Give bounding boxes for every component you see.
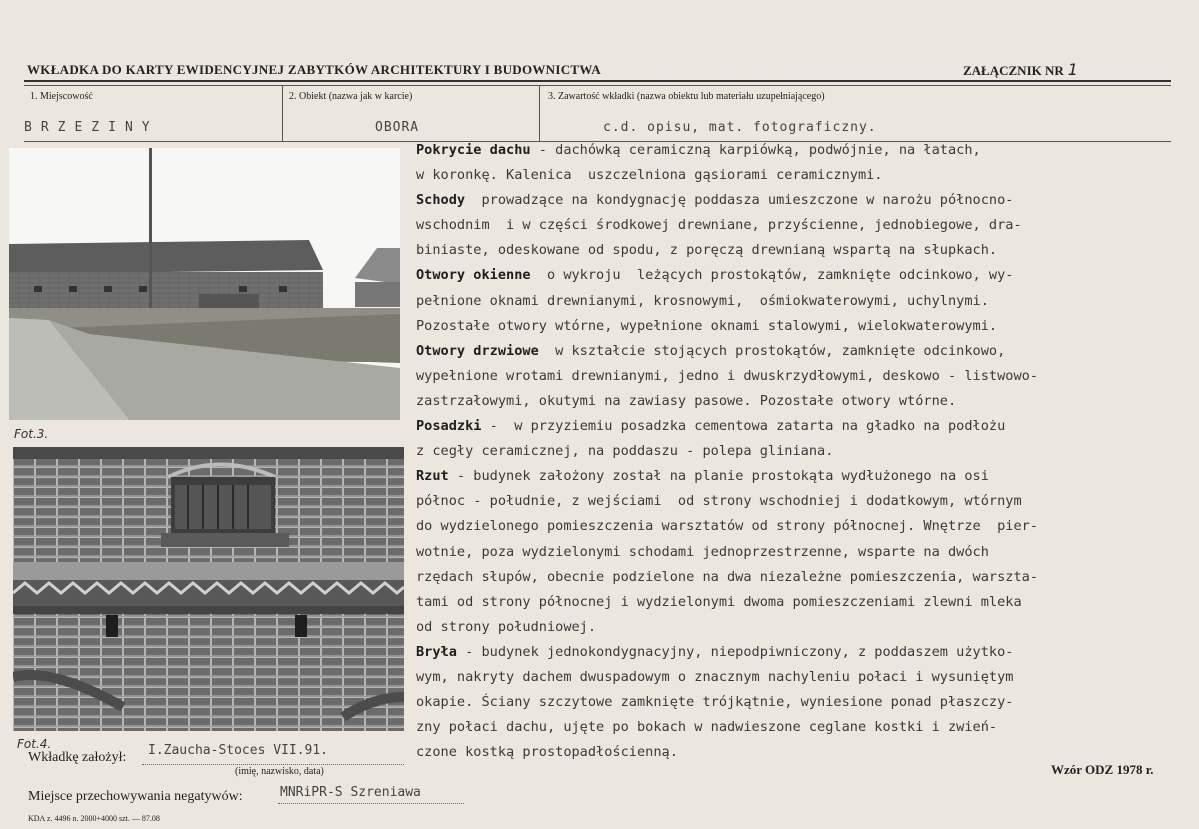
- description-body: - budynek założony został na planie prostokąta wydłużonego na osi: [448, 468, 989, 485]
- description-body: - budynek jednokondygnacyjny, niepodpiwniczony, z poddaszem użytko-: [456, 643, 1014, 660]
- description-body: w kształcie stojących prostokątów, zamknięte odcinkowo,: [538, 342, 1006, 359]
- field-divider-2: [539, 86, 540, 142]
- description-heading: Pokrycie dachu: [416, 142, 531, 158]
- description-line: [416, 389, 1176, 414]
- field-3-value: c.d. opisu, mat. fotograficzny.: [603, 120, 877, 135]
- description-line: [416, 188, 1176, 213]
- description-body: z cegły ceramicznej, na poddaszu - polepa gliniana.: [416, 443, 834, 460]
- description-body: biniaste, odeskowane od spodu, z poręczą drewnianą wspartą na słupkach.: [416, 242, 998, 259]
- photo-1-label: Fot.3.: [14, 427, 49, 441]
- description-body: tami od strony północnej i wydzielonymi dwoma pomieszczeniami zlewni mleka: [416, 593, 1022, 610]
- field-divider-1: [282, 86, 283, 142]
- header-rule: [24, 80, 1171, 82]
- author-line: [142, 764, 404, 765]
- description-line: [416, 464, 1176, 489]
- photo-barn-exterior-image: [9, 148, 400, 420]
- description-body: prowadzące na kondygnację poddasza umieszczone w narożu północno-: [465, 192, 1014, 209]
- description-line: [416, 565, 1176, 590]
- description-body: wschodnim i w części środkowej drewniane, przyścienne, jednobiegowe, dra-: [416, 217, 1022, 234]
- form-title: WKŁADKA DO KARTY EWIDENCYJNEJ ZABYTKÓW ARCHITEKTURY I BUDOWNICTWA: [27, 62, 601, 77]
- description-body: rzędach słupów, obecnie podzielone na dwa niezależne pomieszczenia, warszta-: [416, 568, 1038, 585]
- description-body: wym, nakryty dachem dwuspadowym o znacznym nachyleniu połaci i wysuniętym: [416, 668, 1014, 685]
- description-body: wotnie, poza wydzielonymi schodami jednoprzestrzenne, wsparte na dwóch: [416, 543, 989, 560]
- print-info: KDA z. 4496 n. 2000+4000 szt. — 87.08: [28, 814, 160, 823]
- annex-label: [963, 60, 1078, 79]
- description-line: [416, 615, 1176, 640]
- field-1-value: BRZEZINY: [24, 120, 159, 135]
- photo-barn-exterior: [9, 148, 400, 420]
- template-version: Wzór ODZ 1978 r.: [1051, 762, 1154, 777]
- description-line: [416, 640, 1176, 665]
- photo-brick-wall-detail-image: [13, 447, 404, 731]
- description-body: - w przyziemiu posadzka cementowa zatarta na gładko na podłożu: [481, 418, 1006, 435]
- description-line: [416, 665, 1176, 690]
- description-line: [416, 314, 1176, 339]
- description-line: [416, 238, 1176, 263]
- description-heading: Rzut: [416, 468, 449, 485]
- annex-number: 1: [1067, 60, 1078, 79]
- description-body: okapie. Ściany szczytowe zamknięte trójkątnie, wyniesione ponad płaszczy-: [416, 694, 1014, 711]
- storage-line: [278, 803, 464, 804]
- header-rule-thin: [24, 85, 1171, 86]
- description-line: [416, 590, 1176, 615]
- description-heading: Bryła: [416, 643, 457, 660]
- description-body: Pozostałe otwory wtórne, wypełnione oknami stalowymi, wielokwaterowymi.: [416, 317, 998, 334]
- photo-brick-wall-detail: [13, 447, 404, 731]
- description-line: [416, 540, 1176, 565]
- description-body: północ - południe, z wejściami od strony wschodniej i dodatkowym, wtórnym: [416, 493, 1022, 510]
- description-heading: Schody: [416, 192, 466, 209]
- field-3-label: 3. Zawartość wkładki (nazwa obiektu lub materiału uzupełniającego): [548, 91, 825, 102]
- description-line: [416, 339, 1176, 364]
- description-line: [416, 289, 1176, 314]
- description-line: [416, 514, 1176, 539]
- description-heading: Otwory drzwiowe: [416, 342, 539, 359]
- author-value: I.Zaucha-Stoces VII.91.: [148, 743, 329, 758]
- description-body: pełnione oknami drewnianymi, krosnowymi, ośmiokwaterowymi, uchylnymi.: [416, 292, 989, 309]
- description-body: wypełnione wrotami drewnianymi, jedno i dwuskrzydłowymi, deskowo - listwowo-: [416, 367, 1038, 384]
- author-hint: (imię, nazwisko, data): [235, 766, 324, 777]
- author-label: Wkładkę założył:: [28, 750, 127, 765]
- description-body: zny połaci dachu, ujęte po bokach w nadwieszone ceglane kostki i zwień-: [416, 719, 998, 736]
- description-line: [416, 489, 1176, 514]
- description-body: czone kostką prostopadłościenną.: [416, 744, 678, 761]
- description-heading: Posadzki: [416, 418, 482, 435]
- annex-label-text: ZAŁĄCZNIK NR: [963, 63, 1064, 78]
- description-body: zastrzałowymi, okutymi na zawiasy pasowe. Pozostałe otwory wtórne.: [416, 392, 957, 409]
- description-line: [416, 138, 1176, 163]
- description-body: do wydzielonego pomieszczenia warsztatów od strony północnej. Wnętrze pier-: [416, 518, 1038, 535]
- description-line: [416, 163, 1176, 188]
- description-line: [416, 690, 1176, 715]
- description-body: - dachówką ceramiczną karpiówką, podwójnie, na łatach,: [530, 142, 981, 158]
- photo-2-label: Fot.4.: [17, 737, 52, 751]
- description-line: [416, 213, 1176, 238]
- description-line: [416, 263, 1176, 288]
- description-text: [416, 138, 1176, 765]
- field-2-value: OBORA: [375, 120, 420, 135]
- description-line: [416, 414, 1176, 439]
- description-body: o wykroju leżących prostokątów, zamknięte odcinkowo, wy-: [530, 267, 1014, 284]
- storage-value: MNRiPR-S Szreniawa: [280, 785, 421, 800]
- description-line: [416, 364, 1176, 389]
- description-body: od strony południowej.: [416, 618, 597, 635]
- field-2-label: 2. Obiekt (nazwa jak w karcie): [289, 91, 413, 102]
- description-body: w koronkę. Kalenica uszczelniona gąsiorami ceramicznymi.: [416, 167, 883, 184]
- description-line: [416, 439, 1176, 464]
- field-1-label: 1. Miejscowość: [30, 91, 93, 102]
- description-line: [416, 715, 1176, 740]
- storage-label: Miejsce przechowywania negatywów:: [28, 789, 243, 804]
- description-heading: Otwory okienne: [416, 267, 531, 284]
